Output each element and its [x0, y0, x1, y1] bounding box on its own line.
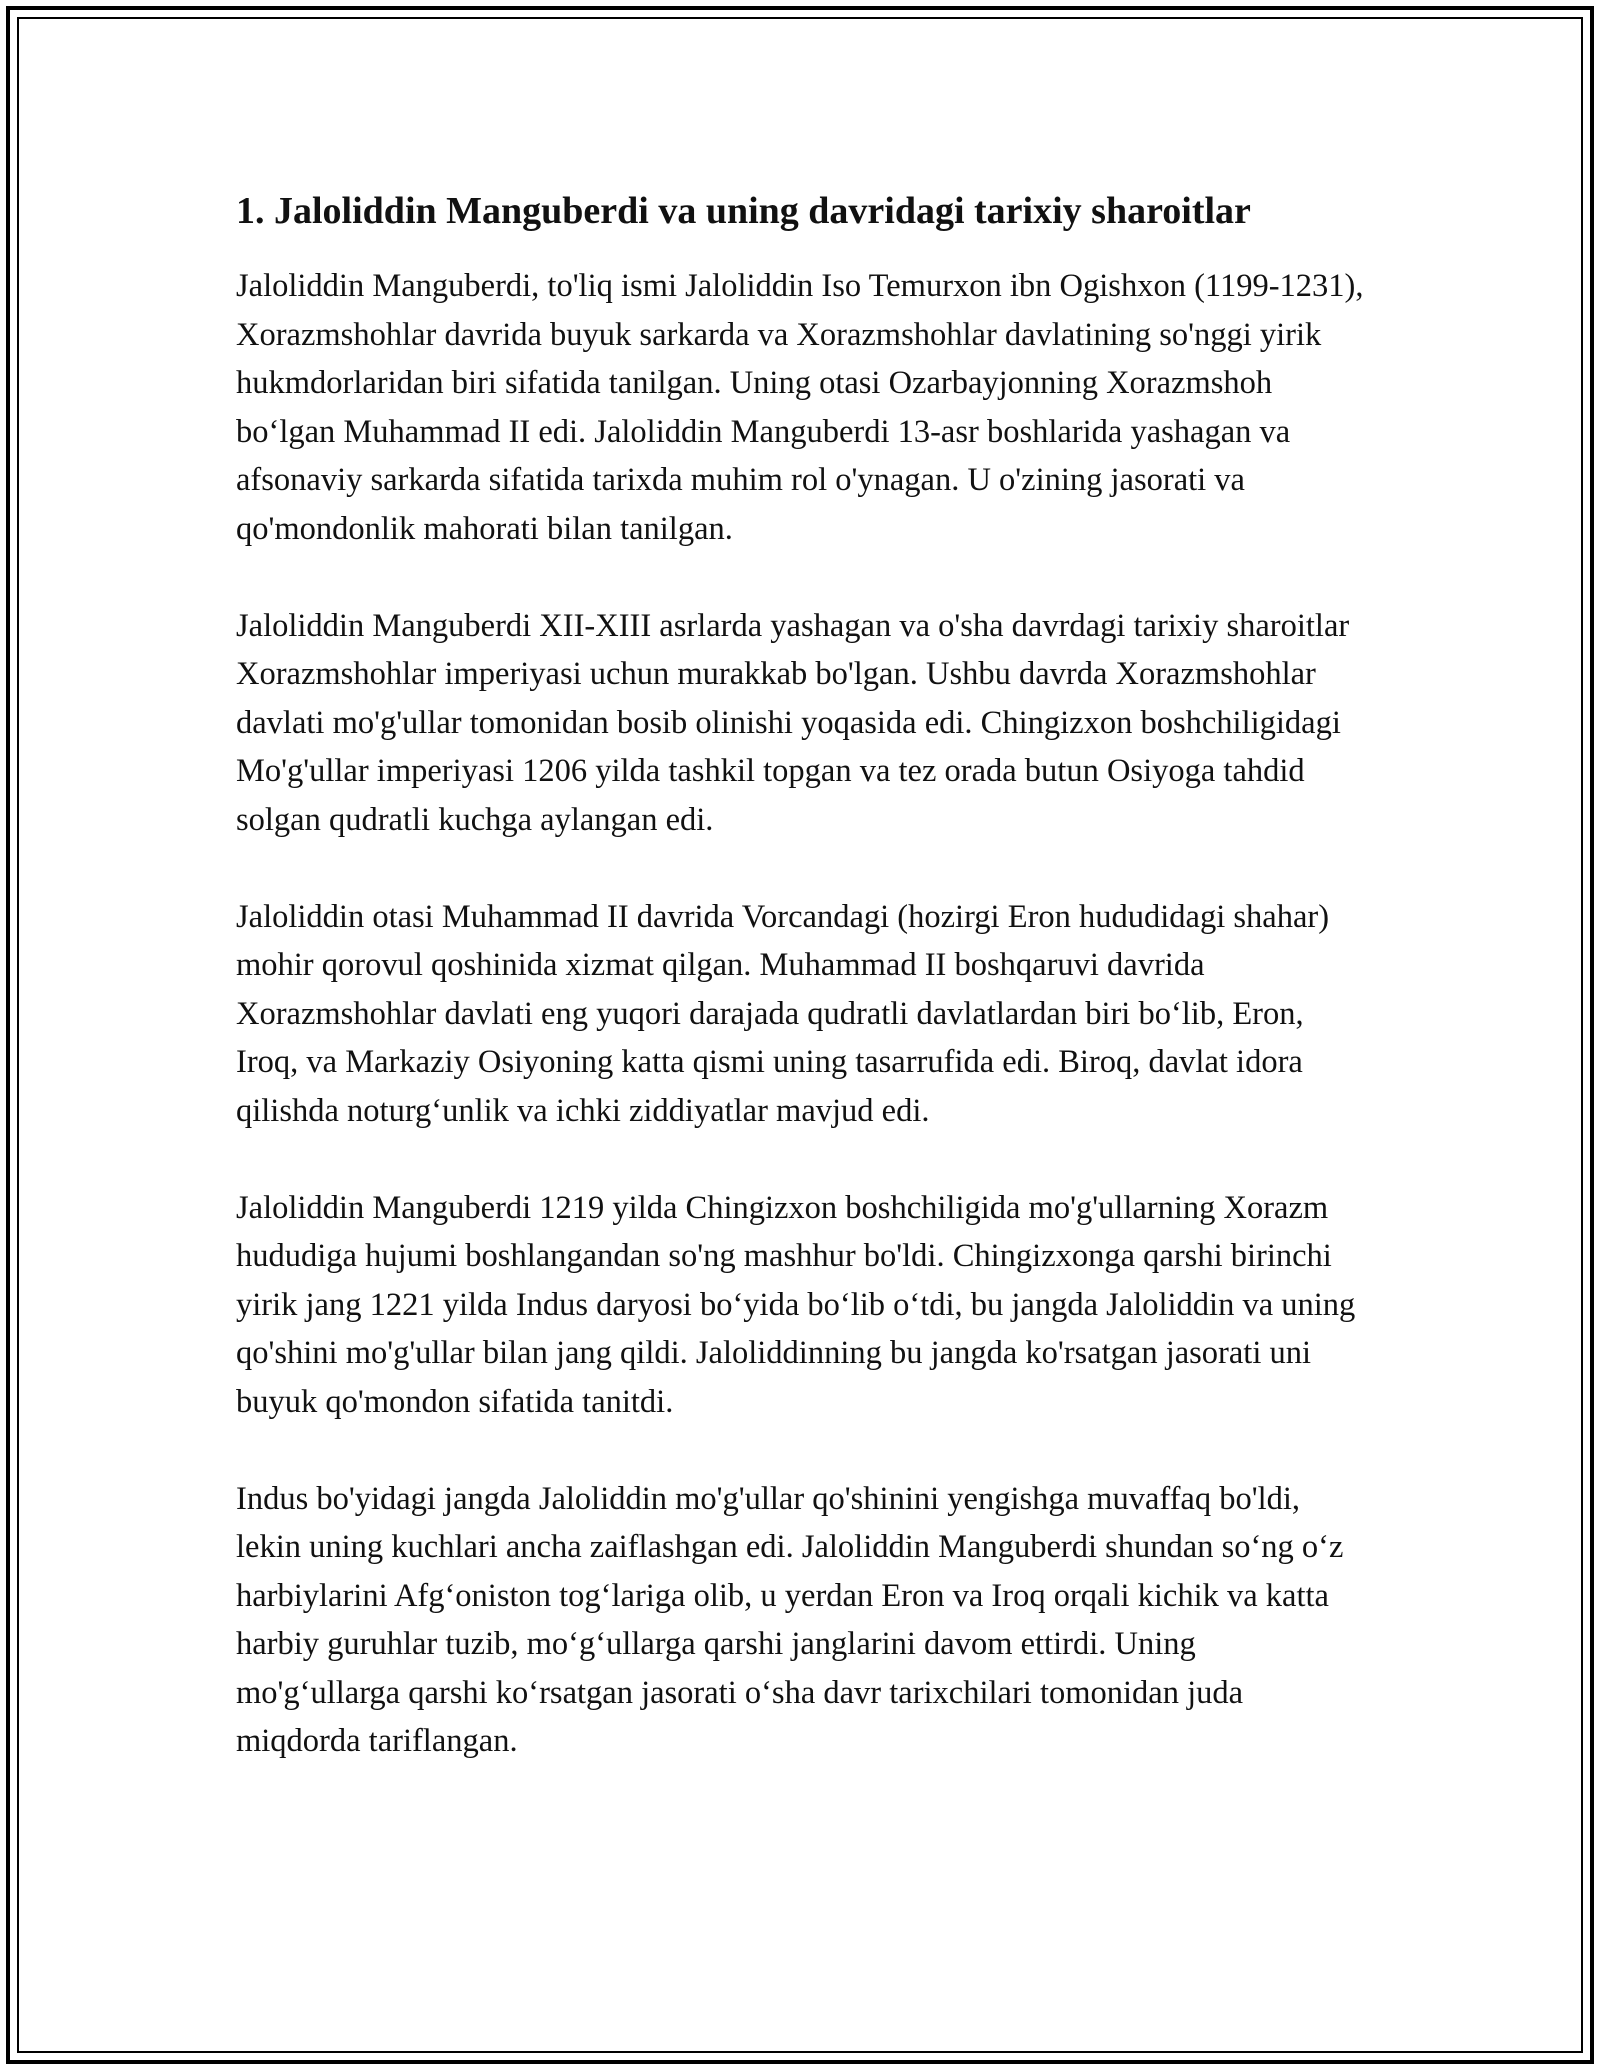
paragraph-5: Indus bo'yidagi jangda Jaloliddin mo'g'ullar qo'shinini yengishga muvaffaq bo'ldi, lekin uning kuchlari ancha zaiflashgan edi. Jaloliddin Manguberdi shundan so‘ng o‘z harbiylarini Afg‘oniston tog‘lariga olib, u yerdan Eron va Iroq orqali kichik va katta harbiy guruhlar tuzib, mo‘g‘ullarga qarshi janglarini davom ettirdi. Uning mo'g‘ullarga qarshi ko‘rsatgan jasorati o‘sha davr tarixchilari tomonidan juda miqdorda tariflangan. — [236, 1480, 1344, 1759]
section-heading: 1. Jaloliddin Manguberdi va uning davridagi tarixiy sharoitlar — [236, 190, 1251, 232]
paragraph-1: Jaloliddin Manguberdi, to'liq ismi Jaloliddin Iso Temurxon ibn Ogishxon (1199-1231), Xorazmshohlar davrida buyuk sarkarda va Xorazmshohlar davlatining so'nggi yirik hukmdorlaridan biri sifatida tanilgan. Uning otasi Ozarbayjonning Xorazmshoh bo‘lgan Muhammad II edi. Jaloliddin Manguberdi 13-asr boshlarida yashagan va afsonaviy sarkarda sifatida tarixda muhim rol o'ynagan. U o'zining jasorati va qo'mondonlik mahorati bilan tanilgan. — [236, 268, 1364, 547]
paragraph-2: Jaloliddin Manguberdi XII-XIII asrlarda yashagan va o'sha davrdagi tarixiy sharoitlar Xorazmshohlar imperiyasi uchun murakkab bo'lgan. Ushbu davrda Xorazmshohlar davlati mo'g'ullar tomonidan bosib olinishi yoqasida edi. Chingizxon boshchiligidagi Mo'g'ullar imperiyasi 1206 yilda tashkil topgan va tez orada butun Osiyoga tahdid solgan qudratli kuchga aylangan edi. — [236, 607, 1350, 838]
paragraph-3: Jaloliddin otasi Muhammad II davrida Vorcandagi (hozirgi Eron hududidagi shahar) mohir qorovul qoshinida xizmat qilgan. Muhammad II boshqaruvi davrida Xorazmshohlar davlati eng yuqori darajada qudratli davlatlardan biri bo‘lib, Eron, Iroq, va Markaziy Osiyoning katta qismi uning tasarrufida edi. Biroq, davlat idora qilishda noturg‘unlik va ichki ziddiyatlar mavjud edi. — [236, 898, 1330, 1129]
document-body — [236, 186, 1366, 1814]
paragraph-4: Jaloliddin Manguberdi 1219 yilda Chingizxon boshchiligida mo'g'ullarning Xorazm hududiga hujumi boshlangandan so'ng mashhur bo'ldi. Chingizxonga qarshi birinchi yirik jang 1221 yilda Indus daryosi bo‘yida bo‘lib o‘tdi, bu jangda Jaloliddin va uning qo'shini mo'g'ullar bilan jang qildi. Jaloliddinning bu jangda ko'rsatgan jasorati uni buyuk qo'mondon sifatida tanitdi. — [236, 1189, 1356, 1420]
